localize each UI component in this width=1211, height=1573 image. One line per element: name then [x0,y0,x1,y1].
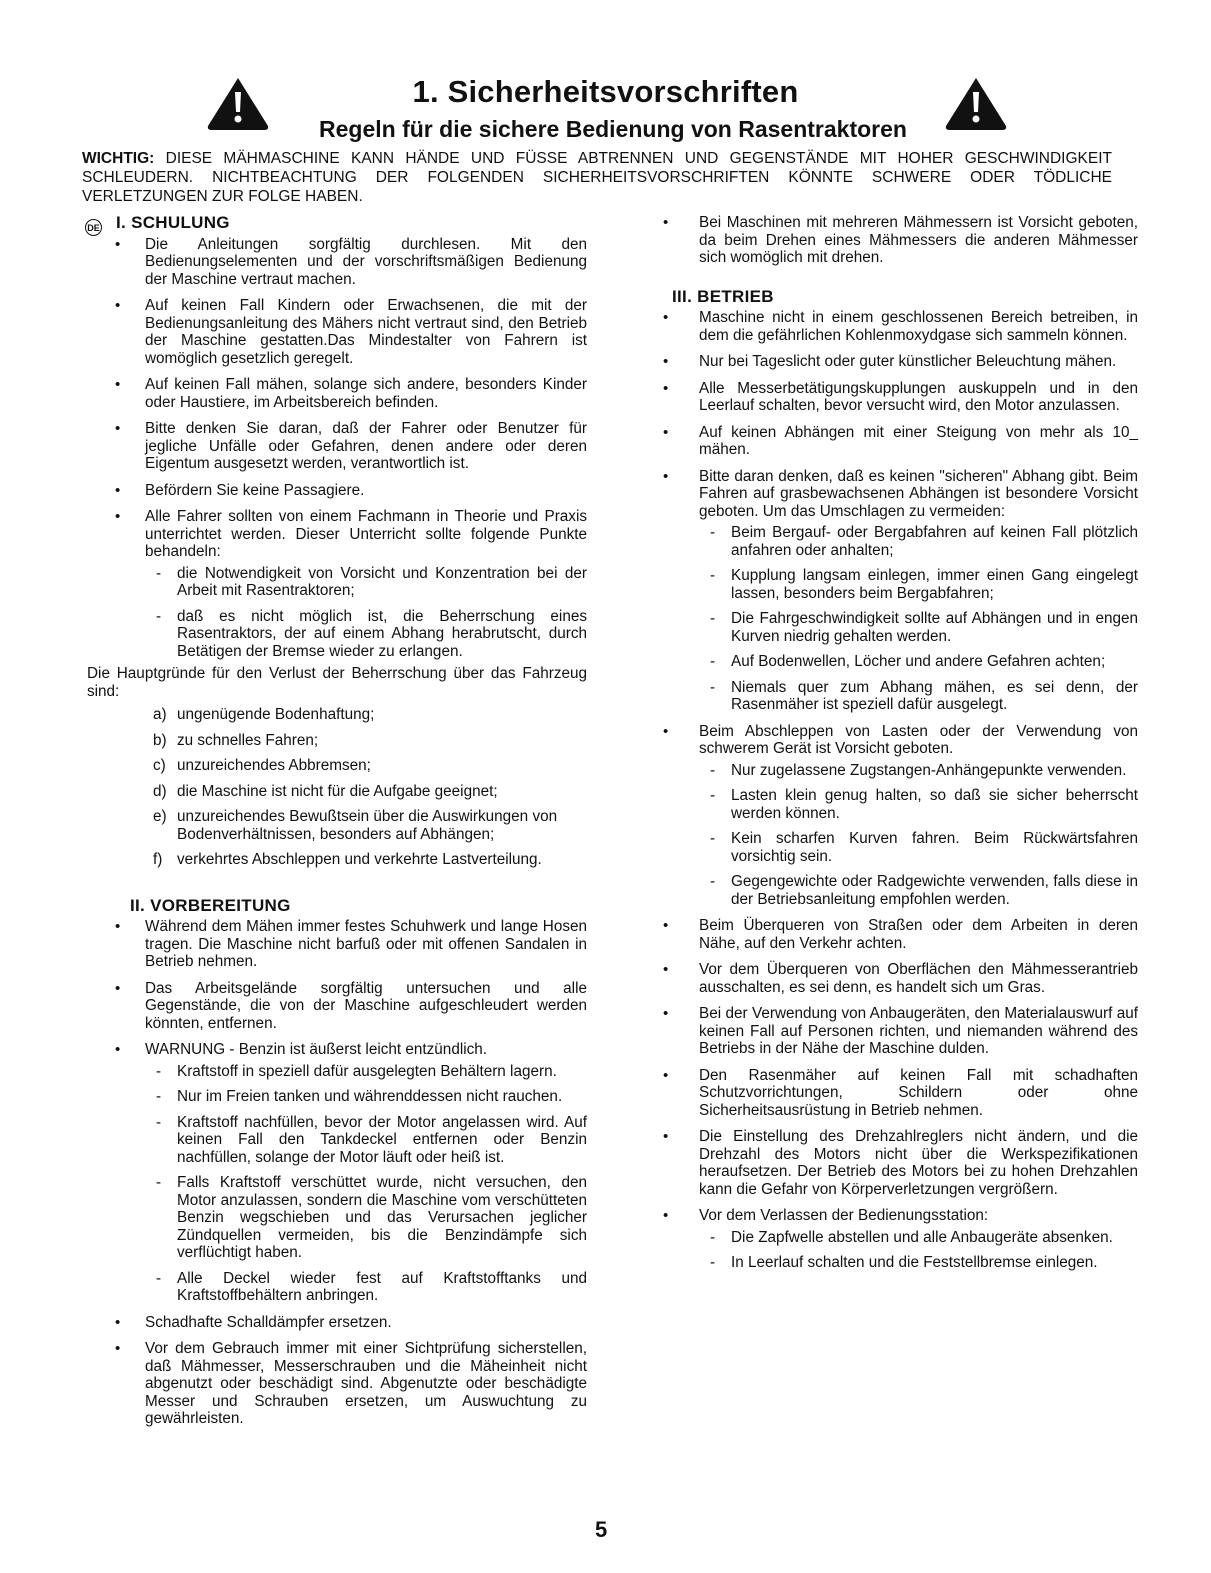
list-letter: a) [153,706,167,723]
list-item: • Die Anleitungen sorgfältig durchlesen. Mit den Bedienungselementen und der vorschriftsmäßigen Bedienung der Maschine vertraut machen. [87,236,587,289]
sub-list-item: - Kein scharfen Kurven fahren. Beim Rückwärtsfahren vorsichtig sein. [699,830,1138,865]
list-item: • Beim Überqueren von Straßen oder dem Arbeiten in deren Nähe, auf den Verkehr achten. [660,917,1138,952]
section-heading-betrieb: III. BETRIEB [672,286,774,306]
list-item-text: unzureichendes Abbremsen; [177,757,371,774]
list-item: • Auf keinen Fall Kindern oder Erwachsenen, die mit der Bedienungsanleitung des Mähers nicht vertraut sind, den Betrieb der Maschine gestatten.Das Mindestalter von Fahrern ist womöglich gesetzlich geregelt. [87,297,587,367]
list-letter: d) [153,782,167,800]
right-column [660,214,1138,1281]
list-item [87,1041,587,1305]
list-item: • Bitte denken Sie daran, daß der Fahrer oder Benutzer für jegliche Unfälle oder Gefahren, denen andere oder deren Eigentum ausgesetzt werden, verantwortlich ist. [87,420,587,473]
warning-body: DIESE MÄHMASCHINE KANN HÄNDE UND FÜSSE ABTRENNEN UND GEGENSTÄNDE MIT HOHER GESCHWINDIGKEIT SCHLEUDERN. NICHTBEACHTUNG DER FOLGENDEN SICHERHEITSVORSCHRIFTEN KÖNNTE SCHWERE ODER TÖDLICHE VERLETZUNGEN ZUR FOLGE HABEN. [82,150,1112,205]
right-top-list [660,214,1138,267]
warning-label: WICHTIG: [82,150,155,167]
list-item [87,706,587,724]
list-item: • Bei der Verwendung von Anbaugeräten, den Materialauswurf auf keinen Fall auf Personen richten, und niemanden während des Betriebs in der Nähe der Maschine dulden. [660,1005,1138,1058]
sub-list-item: - Nur zugelassene Zugstangen-Anhängepunkte verwenden. [699,762,1138,780]
sub-list-item: - Kraftstoff nachfüllen, bevor der Motor angelassen wird. Auf keinen Fall den Tankdeckel entfernen oder Benzin nachfüllen, solange der Motor läuft oder heiß ist. [145,1114,587,1167]
sub-list-item: - Die Zapfwelle abstellen und alle Anbaugeräte absenken. [699,1229,1138,1247]
sub-list-item: - Beim Bergauf- oder Bergabfahren auf keinen Fall plötzlich anfahren oder anhalten; [699,524,1138,559]
vorbereitung-list [87,918,587,1428]
list-item-text: zu schnelles Fahren; [177,731,319,749]
list-item: • Maschine nicht in einem geschlossenen Bereich betreiben, in dem die gefährlichen Kohlenmoxydgase sich sammeln können. [660,309,1138,344]
betrieb-list [660,309,1138,1272]
sub-list-item: - Alle Deckel wieder fest auf Kraftstofftanks und Kraftstoffbehältern anbringen. [145,1270,587,1305]
list-item [87,783,587,801]
section-heading-vorbereitung: II. VORBEREITUNG [130,895,291,915]
page-number: 5 [595,1517,608,1542]
sub-list-item: - Gegengewichte oder Radgewichte verwenden, falls diese in der Betriebsanleitung empfohlen werden. [699,873,1138,908]
causes-list [87,706,587,869]
list-item: • Das Arbeitsgelände sorgfältig untersuchen und alle Gegenstände, die von der Maschine aufgeschleudert werden könnten, entfernen. [87,980,587,1033]
sub-list-item: - In Leerlauf schalten und die Feststellbremse einlegen. [699,1254,1138,1272]
sub-list-item: - Kupplung langsam einlegen, immer einen Gang eingelegt lassen, besonders beim Bergabfahren; [699,567,1138,602]
sub-list [699,524,1138,714]
list-item-text: verkehrtes Abschleppen und verkehrte Lastverteilung. [177,851,542,868]
list-item-text: Beim Abschleppen von Lasten oder der Verwendung von schwerem Gerät ist Vorsicht geboten. [699,722,1138,757]
list-item-text: Bitte daran denken, daß es keinen "sicheren" Abhang gibt. Beim Fahren auf grasbewachsenen Abhängen ist besondere Vorsicht geboten. Um das Umschlagen zu vermeiden: [699,467,1138,520]
schulung-list [87,236,587,661]
list-item-text: ungenügende Bodenhaftung; [177,706,375,723]
causes-intro: Die Hauptgründe für den Verlust der Beherrschung über das Fahrzeug sind: [87,665,587,700]
list-item [660,723,1138,909]
list-letter: c) [153,757,166,774]
sub-list-item: - Auf Bodenwellen, Löcher und andere Gefahren achten; [699,653,1138,671]
sub-list [699,762,1138,909]
list-item [87,808,587,843]
list-item [87,757,587,775]
list-item: • Auf keinen Fall mähen, solange sich andere, besonders Kinder oder Haustiere, im Arbeitsbereich befinden. [87,376,587,411]
safety-warning [82,149,1112,206]
sub-list-item: - Niemals quer zum Abhang mähen, es sei denn, der Rasenmäher ist speziell dafür ausgelegt. [699,679,1138,714]
list-item: • Nur bei Tageslicht oder guter künstlicher Beleuchtung mähen. [660,353,1138,371]
sub-list-item: - Nur im Freien tanken und währenddessen nicht rauchen. [145,1088,587,1106]
left-column [87,214,587,1437]
sub-list-item: - die Notwendigkeit von Vorsicht und Konzentration bei der Arbeit mit Rasentraktoren; [145,565,587,600]
sub-list-item: - Lasten klein genug halten, so daß sie sicher beherrscht werden können. [699,787,1138,822]
sub-list [145,1063,587,1305]
list-letter: f) [153,851,163,868]
sub-list [145,565,587,661]
list-letter: b) [153,731,167,749]
page-subtitle: Regeln für die sichere Bedienung von Rasentraktoren [319,116,907,142]
list-item: • Befördern Sie keine Passagiere. [87,482,587,500]
list-item-text: Vor dem Verlassen der Bedienungsstation: [699,1207,989,1224]
sub-list [699,1229,1138,1272]
list-item-text: Alle Fahrer sollten von einem Fachmann in Theorie und Praxis unterrichtet werden. Dieser Unterricht sollte folgende Punkte behandeln: [145,508,587,560]
list-item: • Vor dem Gebrauch immer mit einer Sichtprüfung sicherstellen, daß Mähmesser, Messerschrauben und die Mäheinheit nicht abgenutzt oder beschädigt sind. Abgenutzte oder beschädigte Messer und Schrauben ersetzen, um Auswuchtung zu gewährleisten. [87,1340,587,1428]
list-letter: e) [153,808,167,825]
list-item: • Vor dem Überqueren von Oberflächen den Mähmesserantrieb ausschalten, es sei denn, es handelt sich um Gras. [660,961,1138,996]
list-item [87,851,587,869]
list-item: • Während dem Mähen immer festes Schuhwerk und lange Hosen tragen. Die Maschine nicht barfuß oder mit offenen Sandalen in Betrieb nehmen. [87,918,587,971]
list-item: • Bei Maschinen mit mehreren Mähmessern ist Vorsicht geboten, da beim Drehen eines Mähmessers die anderen Mähmesser sich womöglich mit drehen. [660,214,1138,267]
list-item-text: die Maschine ist nicht für die Aufgabe geeignet; [177,782,498,800]
section-heading-schulung: I. SCHULUNG [116,213,230,232]
list-item [660,468,1138,714]
list-item: • Den Rasenmäher auf keinen Fall mit schadhaften Schutzvorrichtungen, Schildern oder ohne Sicherheitsausrüstung in Betrieb nehmen. [660,1067,1138,1120]
sub-list-item: - Falls Kraftstoff verschüttet wurde, nicht versuchen, den Motor anzulassen, sondern die Maschine vom verschütteten Benzin wegschieben und das Verursachen jeglicher Zündquellen vermeiden, bis die Benzindämpfe sich verflüchtigt haben. [145,1174,587,1262]
list-item [87,508,587,660]
list-item [660,1207,1138,1272]
language-badge: DE [85,219,102,236]
list-item: • Die Einstellung des Drehzahlreglers nicht ändern, und die Drehzahl des Motors nicht über die Werkspezifikationen heraufsetzen. Der Betrieb des Motors bei zu hohen Drehzahlen kann die Gefahr von Körperverletzungen vergrößern. [660,1128,1138,1198]
sub-list-item: - Kraftstoff in speziell dafür ausgelegten Behältern lagern. [145,1063,587,1081]
list-item-text: unzureichendes Bewußtsein über die Auswirkungen von Bodenverhältnissen, besonders auf Abhängen; [177,808,558,843]
sub-list-item: - daß es nicht möglich ist, die Beherrschung eines Rasentraktors, der auf einem Abhang herabrutscht, durch Betätigen der Bremse wieder zu erlangen. [145,608,587,661]
list-item: • Auf keinen Abhängen mit einer Steigung von mehr als 10_ mähen. [660,424,1138,459]
list-item-text: WARNUNG - Benzin ist äußerst leicht entzündlich. [145,1041,488,1058]
list-item: • Alle Messerbetätigungskupplungen auskuppeln und in den Leerlauf schalten, bevor versucht wird, den Motor anzulassen. [660,380,1138,415]
list-item: • Schadhafte Schalldämpfer ersetzen. [87,1314,587,1332]
sub-list-item: - Die Fahrgeschwindigkeit sollte auf Abhängen und in engen Kurven niedrig gehalten werden. [699,610,1138,645]
list-item [87,732,587,750]
page-title: 1. Sicherheitsvorschriften [412,74,799,109]
